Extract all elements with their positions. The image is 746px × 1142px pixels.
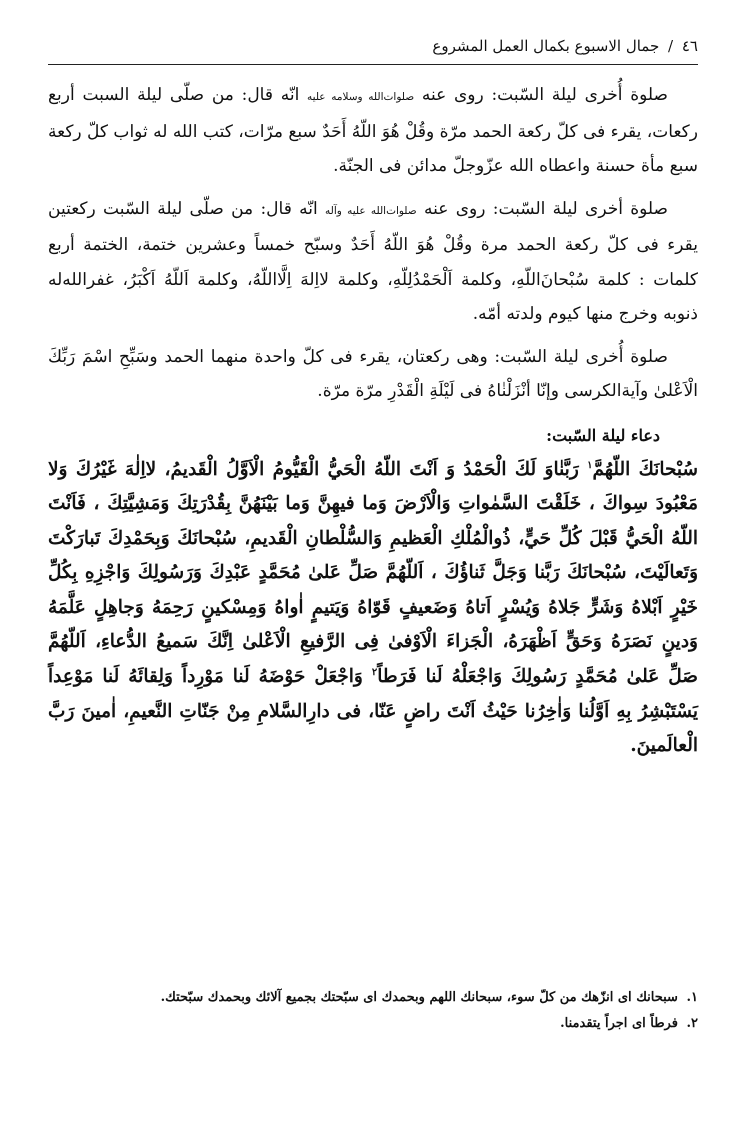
- header-rule: [48, 64, 698, 65]
- paragraph-text: انّه قال: من صلّى ليلة السّبت ركعتين يقرء فى كلّ ركعة الحمد مرة وقُلْ هُوَ اللّهُ أَحَدٌ وسبّح خمساً وعشرين ختمة، الختمة أربع كلمات : كلمة سُبْحانَ‌اللّهِ، وكلمة اَلْحَمْدُلِلّهِ، وكلمة لااِلهَ اِلَّااللّهُ، وكلمة اَللّهُ اَكْبَرُ، غفرالله‌له ذنوبه وخرج منها كيوم ولدته أمّه.: [48, 198, 698, 324]
- dua-text-part: وَاجْعَلْ حَوْضَهُ لَنا مَوْرِداً وَلِقائَهُ لَنا مَوْعِداً يَسْتَبْشِرُ بِهِ اَوَّلُنا وَاٰخِرُنا حَيْثُ اَنْتَ راضٍ عَنّا، فى دارِالسَّلامِ مِنْ جَنّاتِ النَّعيمِ، اٰمينَ رَبَّ الْعالَمينَ.: [48, 666, 698, 757]
- dua-text-part: سُبْحانَكَ اللّهُمَّ: [592, 458, 698, 480]
- footnote-ref-2: ٢: [371, 666, 378, 678]
- dua-heading: دعاء ليلة السّبت:: [546, 425, 660, 445]
- book-page: [48, 0, 698, 1142]
- paragraph-text: صلوة أُخرى ليلة السّبت: روى عنه: [414, 85, 668, 105]
- footnote-number: ١.: [686, 990, 698, 1005]
- footnote-text: سبحانك اى انزّهك من كلّ سوء، سبحانك اللهم وبحمدك اى سبّحتك بجميع آلائك وبحمدك سبّحتك.: [160, 990, 678, 1005]
- paragraph-text: صلوة أخرى ليلة السّبت: روى عنه: [416, 198, 668, 219]
- salawat-phrase: صلوات‌الله عليه وآله: [325, 204, 417, 217]
- footnote-2: [48, 1011, 698, 1037]
- paragraph-prayer-2: [48, 192, 698, 332]
- page-body: [48, 78, 698, 764]
- book-title: جمال الاسبوع بكمال العمل المشروع: [432, 37, 660, 55]
- footnotes: [48, 985, 698, 1037]
- paragraph-prayer-1: [48, 78, 698, 184]
- footnote-ref-1: ١: [587, 459, 593, 471]
- header-separator: /: [668, 37, 674, 55]
- page-header: [48, 34, 698, 58]
- dua-text-part: رَبَّنٰاوَ لَكَ الْحَمْدُ وَ اَنْتَ اللّهُ الْحَيُّ الْقَيُّومُ الْاَوَّلُ الْقَديمُ، لااِلٰهَ غَيْرُكَ وَلا مَعْبُودَ سِواكَ ، خَلَقْتَ السَّمٰواتِ وَالْاَرْضَ وَما فيهِنَّ وَما بَيْنَهُنَّ بِقُدْرَتِكَ وَمَشِيَّتِكَ ، فَاَنْتَ اللّهُ الْحَيُّ قَبْلَ كُلِّ حَيٍّ، ذُوالْمُلْكِ الْعَظيمِ وَالسُّلْطانِ الْقَديمِ، سُبْحانَكَ وَبِحَمْدِكَ تَبارَكْتَ وَتَعالَيْتَ، سُبْحانَكَ رَبَّنا وَجَلَّ ثَناؤُكَ ، اَللّهُمَّ صَلِّ عَلىٰ مُحَمَّدٍ عَبْدِكَ وَرَسُولِكَ وَاجْزِهِ بِكُلِّ خَيْرٍ اَبْلاهُ وَشَرٍّ جَلاهُ وَيُسْرٍ اَتاهُ وَضَعيفٍ قَوّاهُ وَيَتيمٍ اٰواهُ وَمِسْكينٍ رَحِمَهُ وَجاهِلٍ عَلَّمَهُ وَدينٍ نَصَرَهُ وَحَقٍّ اَظْهَرَهُ، الْجَزاءَ الْاَوْفىٰ فِى الرَّفيعِ الْاَعْلىٰ اِنَّكَ سَميعُ الدُّعاءِ، اَللّهُمَّ صَلِّ عَلىٰ مُحَمَّدٍ رَسُولِكَ وَاجْعَلْهُ لَنا فَرَطاً: [48, 458, 698, 688]
- salawat-phrase: صلوات‌الله وسلامه عليه: [307, 91, 415, 103]
- paragraph-prayer-3: صلوة أُخرى ليلة السّبت: وهى ركعتان، يقرء فى كلّ واحدة منهما الحمد وسَبِّحِ اسْمَ رَبِّكَ الْاَعْلىٰ وآية‌الكرسى وإنّا أنْزَلْنٰاهُ فى لَيْلَةِ الْقَدْرِ مرّة مرّة.: [48, 346, 698, 401]
- dua-text: [48, 453, 698, 764]
- paragraph-text: انّه قال: من صلّى ليلة السبت أربع ركعات، يقرء فى كلّ ركعة الحمد مرّة وقُلْ هُوَ اللّهُ أَحَدٌ سبع مرّات، كتب الله له ثواب كلّ ركعة سبع مأة حسنة واعطاه الله عزّوجلّ مدائن فى الجنّة.: [48, 85, 698, 176]
- footnote-text: فرطاً اى اجراً يتقدمنا.: [560, 1016, 678, 1031]
- footnote-number: ٢.: [686, 1016, 698, 1031]
- footnote-1: [48, 985, 698, 1011]
- page-number: ٤٦: [681, 37, 698, 55]
